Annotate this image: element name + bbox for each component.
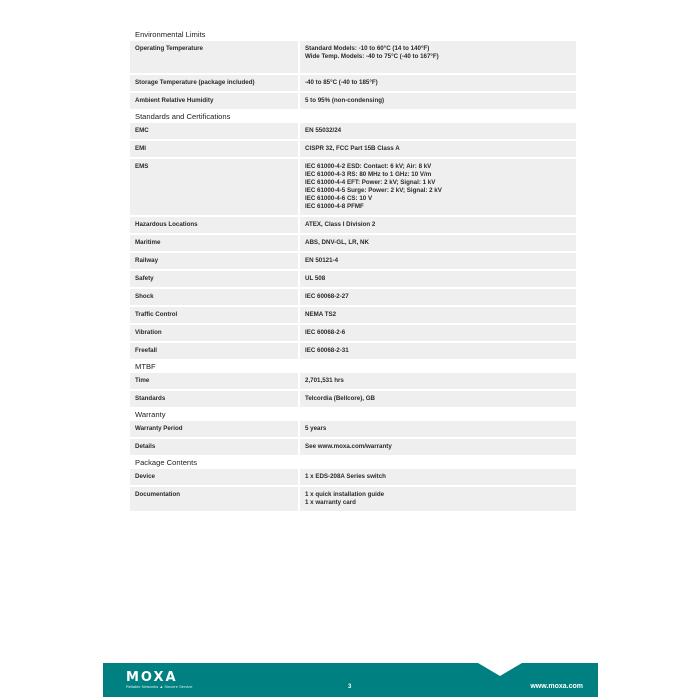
spec-value-line: IEC 60068-2-27 (305, 293, 349, 300)
spec-row (130, 75, 576, 91)
spec-value (300, 421, 576, 437)
spec-value (300, 325, 576, 341)
spec-value-line: 1 x quick installation guide (305, 491, 385, 498)
spec-row (130, 307, 576, 323)
spec-label: Ambient Relative Humidity (130, 93, 298, 109)
spec-value (300, 439, 576, 455)
spec-value-line: NEMA TS2 (305, 311, 337, 318)
spec-value-line: IEC 60068-2-6 (305, 329, 346, 336)
spec-value (300, 391, 576, 407)
spec-value (300, 217, 576, 233)
section-title: Warranty (135, 410, 166, 419)
spec-label: Railway (130, 253, 298, 269)
spec-label: Hazardous Locations (130, 217, 298, 233)
spec-row (130, 421, 576, 437)
website-link[interactable]: www.moxa.com (530, 683, 583, 690)
spec-value (300, 343, 576, 359)
spec-label: EMI (130, 141, 298, 157)
spec-label: Operating Temperature (130, 41, 298, 73)
spec-value-line: Telcordia (Bellcore), GB (305, 395, 376, 402)
spec-label: Device (130, 469, 298, 485)
spec-label: Standards (130, 391, 298, 407)
spec-row (130, 343, 576, 359)
spec-value-line: 5 years (305, 425, 327, 432)
spec-value (300, 75, 576, 91)
spec-row (130, 41, 576, 73)
spec-row (130, 487, 576, 511)
spec-label: EMS (130, 159, 298, 215)
spec-value (300, 487, 576, 511)
spec-label: Documentation (130, 487, 298, 511)
spec-row (130, 271, 576, 287)
spec-value-line: Wide Temp. Models: -40 to 75°C (-40 to 167°F) (305, 53, 439, 60)
spec-value (300, 141, 576, 157)
section-title: Environmental Limits (135, 30, 206, 39)
spec-value (300, 41, 576, 73)
spec-row (130, 141, 576, 157)
spec-value-line: IEC 61000-4-6 CS: 10 V (305, 195, 373, 202)
spec-document (130, 27, 576, 513)
spec-value-line: IEC 61000-4-8 PFMF (305, 203, 364, 210)
logo-wordmark: MOXA (126, 670, 178, 685)
spec-value-line: 2,701,531 hrs (305, 377, 344, 384)
spec-value-line: EN 50121-4 (305, 257, 339, 264)
spec-value-line: IEC 61000-4-5 Surge: Power: 2 kV; Signal: 2 kV (305, 187, 442, 194)
spacer (305, 61, 571, 69)
section-title: Package Contents (135, 458, 198, 467)
spec-value-line: EN 55032/24 (305, 127, 342, 134)
spec-value (300, 373, 576, 389)
spec-row (130, 289, 576, 305)
section-title: MTBF (135, 362, 156, 371)
spec-row (130, 235, 576, 251)
spec-row (130, 391, 576, 407)
section-title: Standards and Certifications (135, 112, 231, 121)
spec-value-line: Standard Models: -10 to 60°C (14 to 140°F) (305, 45, 430, 52)
spec-label: Safety (130, 271, 298, 287)
spec-value (300, 235, 576, 251)
spec-value-line: UL 508 (305, 275, 326, 282)
spec-row (130, 325, 576, 341)
spec-row (130, 123, 576, 139)
spec-row (130, 93, 576, 109)
spec-value (300, 289, 576, 305)
spec-row (130, 439, 576, 455)
spec-value-line: 5 to 95% (non-condensing) (305, 97, 385, 104)
logo-tagline: Reliable Networks ▲ Sincere Service (126, 684, 193, 689)
spec-value (300, 469, 576, 485)
spec-value (300, 253, 576, 269)
spec-value (300, 159, 576, 215)
spec-value-line: IEC 61000-4-3 RS: 80 MHz to 1 GHz: 10 V/m (305, 171, 432, 178)
spec-value-line: IEC 61000-4-2 ESD: Contact: 6 kV; Air: 8 kV (305, 163, 432, 170)
spec-label: Time (130, 373, 298, 389)
spec-label: EMC (130, 123, 298, 139)
spec-value-line: CISPR 32, FCC Part 15B Class A (305, 145, 400, 152)
page-number: 3 (348, 684, 352, 690)
spec-value-line: See www.moxa.com/warranty (305, 443, 392, 450)
footer-notch (478, 663, 522, 676)
page-footer (103, 663, 598, 697)
spec-row (130, 159, 576, 215)
spec-label: Shock (130, 289, 298, 305)
spec-row (130, 469, 576, 485)
spec-label: Details (130, 439, 298, 455)
spec-value (300, 271, 576, 287)
spec-value-line: 1 x warranty card (305, 499, 356, 506)
spec-value (300, 93, 576, 109)
spec-label: Maritime (130, 235, 298, 251)
spec-label: Storage Temperature (package included) (130, 75, 298, 91)
spec-label: Warranty Period (130, 421, 298, 437)
spec-value-line: ATEX, Class I Division 2 (305, 221, 376, 228)
spec-value-line: IEC 60068-2-31 (305, 347, 349, 354)
spec-row (130, 217, 576, 233)
spec-value (300, 123, 576, 139)
spec-value-line: 1 x EDS-208A Series switch (305, 473, 386, 480)
spec-label: Traffic Control (130, 307, 298, 323)
spec-row (130, 373, 576, 389)
spec-value (300, 307, 576, 323)
spec-row (130, 253, 576, 269)
moxa-logo (126, 671, 192, 689)
spec-value-line: IEC 61000-4-4 EFT: Power: 2 kV; Signal: 1 kV (305, 179, 436, 186)
spec-value-line: -40 to 85°C (-40 to 185°F) (305, 79, 378, 86)
spec-label: Vibration (130, 325, 298, 341)
spec-label: Freefall (130, 343, 298, 359)
spec-value-line: ABS, DNV-GL, LR, NK (305, 239, 369, 246)
